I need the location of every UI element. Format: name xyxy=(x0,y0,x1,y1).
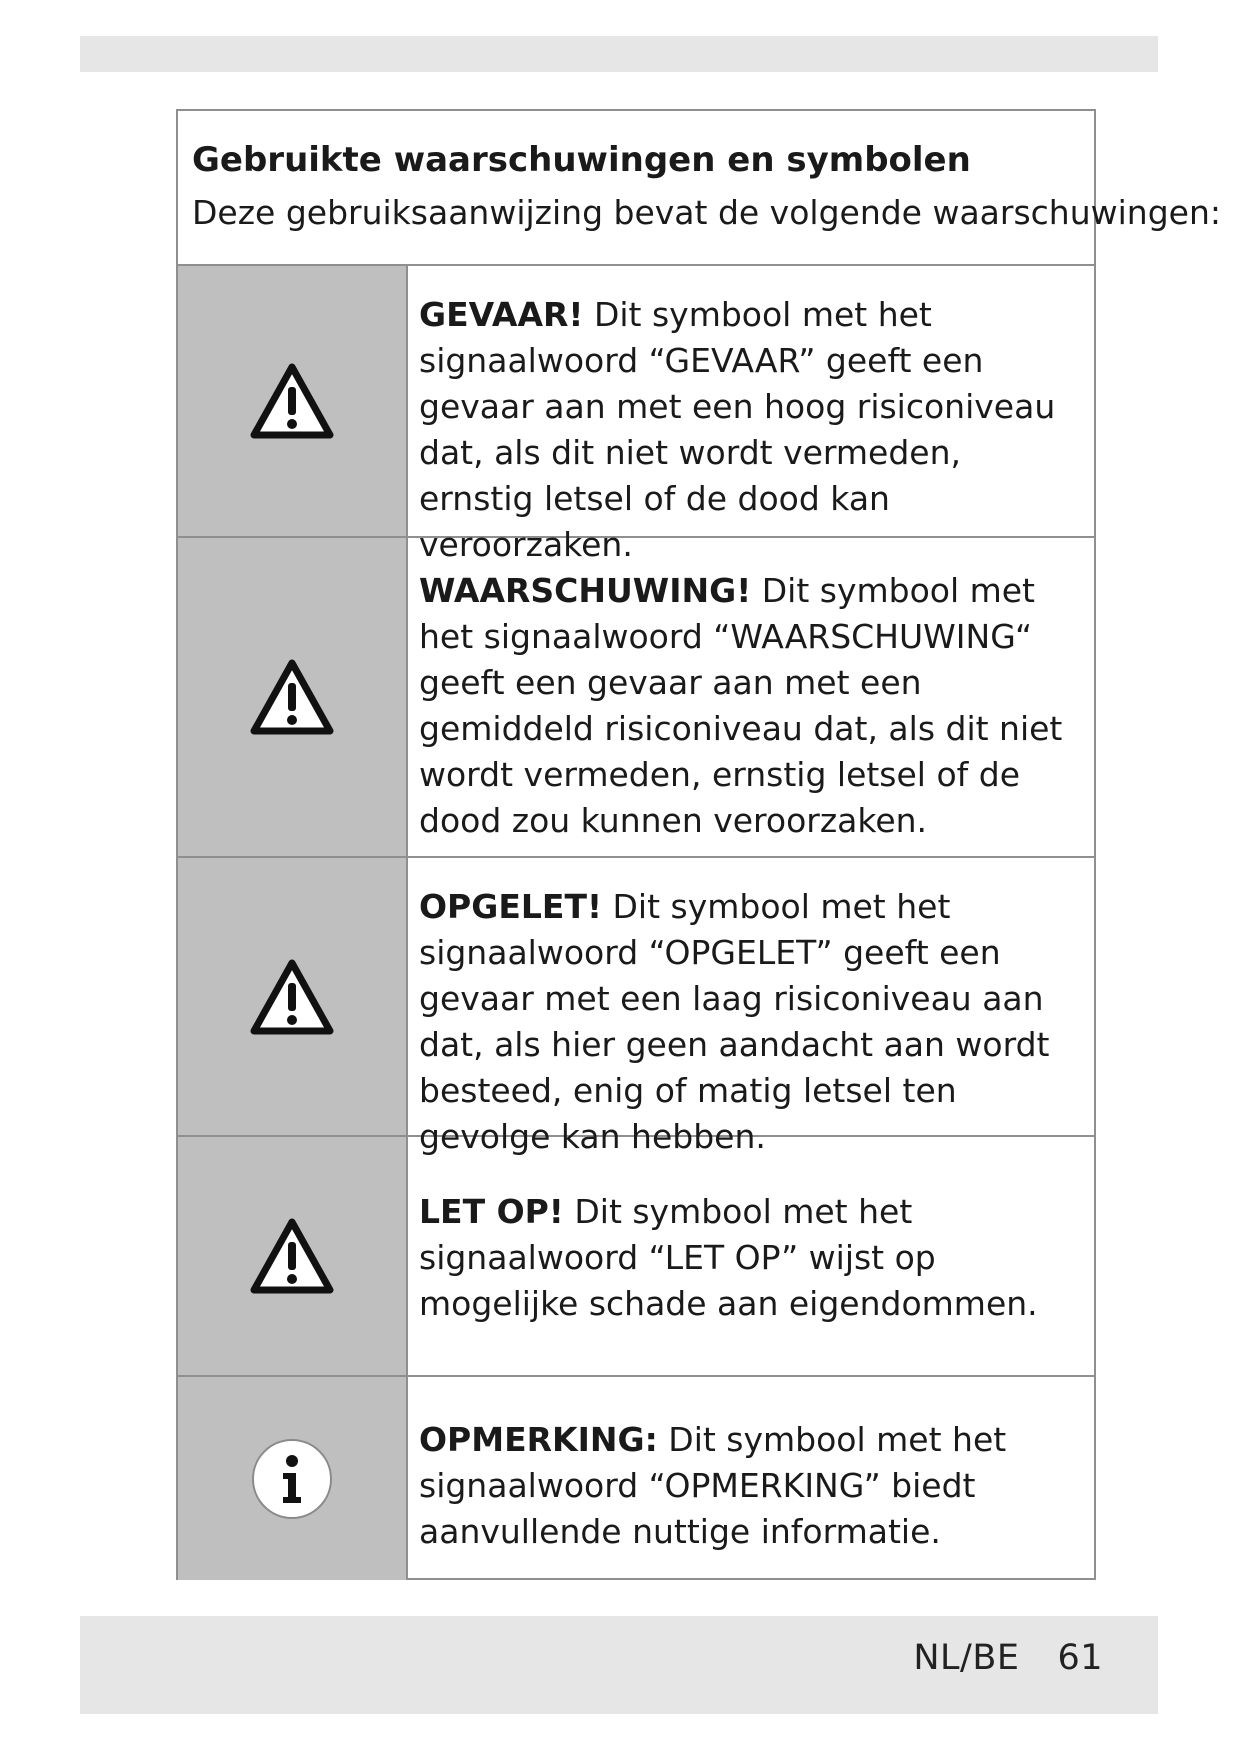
warnings-table xyxy=(176,109,1221,1580)
warning-row-waarschuwing xyxy=(178,538,1094,858)
icon-cell xyxy=(178,538,408,856)
table-header xyxy=(178,111,1221,266)
icon-cell xyxy=(178,1137,408,1375)
warning-description xyxy=(408,538,1094,856)
warning-row-opmerking xyxy=(178,1377,1094,1580)
signal-word: GEVAAR! xyxy=(419,295,584,334)
signal-word: OPGELET! xyxy=(419,887,602,926)
top-band xyxy=(80,36,1158,72)
warning-text: Dit symbool met het signaalwoord “OPGELET” geeft een gevaar met een laag risiconiveau aan dat, als hier geen aandacht aan wordt besteed, enig of matig letsel ten gevolge kan hebben. xyxy=(419,887,1050,1156)
page-number: 61 xyxy=(1057,1638,1103,1678)
warning-row-opgelet xyxy=(178,858,1094,1156)
warning-text: Dit symbool met het signaalwoord “LET OP” wijst op mogelijke schade aan eigendommen. xyxy=(419,1192,1038,1323)
section-intro: Deze gebruiksaanwijzing bevat de volgende waarschuwingen: xyxy=(192,193,1221,232)
warning-text: Dit symbool met het signaalwoord “OPMERKING” biedt aanvullende nuttige informatie. xyxy=(419,1420,1007,1551)
warning-triangle-icon xyxy=(250,363,334,439)
section-title: Gebruikte waarschuwingen en symbolen xyxy=(192,140,971,180)
warning-description xyxy=(408,266,1094,564)
info-circle-icon xyxy=(250,1437,334,1521)
locale-label: NL/BE xyxy=(913,1638,1020,1678)
warning-row-gevaar xyxy=(178,266,1094,564)
signal-word: OPMERKING: xyxy=(419,1420,658,1459)
icon-cell xyxy=(178,1377,408,1580)
icon-cell xyxy=(178,266,408,536)
page-footer xyxy=(913,1638,1103,1678)
warning-description xyxy=(408,1377,1094,1580)
icon-cell xyxy=(178,858,408,1135)
warning-text: Dit symbool met het signaalwoord “GEVAAR” geeft een gevaar aan met een hoog risiconiveau dat, als dit niet wordt vermeden, ernstig letsel of de dood kan veroorzaken. xyxy=(419,295,1056,564)
warning-description xyxy=(408,858,1094,1156)
warning-triangle-icon xyxy=(250,659,334,735)
signal-word: LET OP! xyxy=(419,1192,564,1231)
warning-description xyxy=(408,1137,1094,1375)
warning-text: Dit symbool met het signaalwoord “WAARSCHUWING“ geeft een gevaar aan met een gemiddeld risiconiveau dat, als dit niet wordt vermeden, ernstig letsel of de dood zou kunnen veroorzaken. xyxy=(419,571,1063,840)
warning-triangle-icon xyxy=(250,959,334,1035)
warning-row-let-op xyxy=(178,1137,1094,1377)
signal-word: WAARSCHUWING! xyxy=(419,571,752,610)
warning-triangle-icon xyxy=(250,1218,334,1294)
